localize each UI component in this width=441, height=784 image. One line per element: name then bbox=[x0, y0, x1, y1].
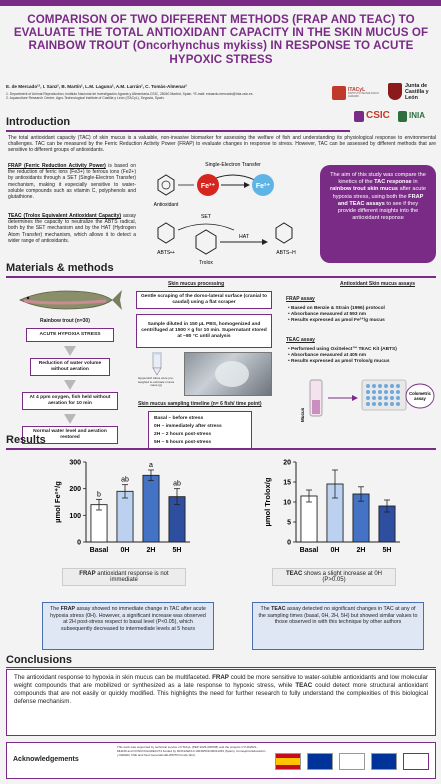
hat-label: HAT bbox=[239, 234, 249, 240]
frap-sig-letter: a bbox=[149, 462, 153, 469]
hat-arrow-head bbox=[262, 239, 268, 245]
trout-tail bbox=[112, 290, 122, 310]
teac-y-tick-label: 5 bbox=[287, 519, 291, 527]
csic-name: CSIC bbox=[366, 110, 390, 121]
eu-flag-logo-1 bbox=[307, 753, 333, 770]
top-accent-bar bbox=[0, 0, 441, 6]
step-arrow-1 bbox=[64, 346, 76, 356]
trout-illustration bbox=[16, 284, 122, 316]
mechanism-diagram bbox=[138, 158, 316, 268]
antioxidant-label: Antioxidant bbox=[153, 202, 179, 208]
antioxidant-ring bbox=[158, 175, 174, 195]
frap-x-tick-label: 0H bbox=[120, 547, 130, 554]
frap-x-tick-label: 2H bbox=[146, 547, 156, 554]
itacyl-logo bbox=[332, 84, 380, 104]
frap-caption-text: antioxidant response is not immediate bbox=[95, 571, 169, 583]
methods-heading: Materials & methods bbox=[6, 262, 114, 274]
affiliation-2: 2. Aquaculture Research Centre, Agro-Technological Institute of Castilla y León (ITACyL), Segovia, Spain. bbox=[6, 96, 165, 101]
trout-label: Rainbow trout (n=30) bbox=[40, 318, 90, 324]
frap-y-tick-label: 0 bbox=[77, 539, 81, 547]
teac-result-caption bbox=[272, 568, 396, 586]
abts-label: ABTS•+ bbox=[157, 250, 175, 256]
frap-assay-bullets bbox=[288, 306, 438, 325]
eppendorf-tube bbox=[150, 352, 164, 376]
step-reduce-water: Reduction of water volume without aeration bbox=[30, 358, 110, 376]
acknowledgements-box bbox=[6, 742, 436, 779]
set-diagram-label: Single-Electron Transfer bbox=[205, 162, 261, 168]
funding-logo bbox=[403, 753, 429, 770]
processing-step-1: Gentle scraping of the dorso-lateral surface (cranial to caudal) using a flat scraper bbox=[136, 291, 272, 309]
teac-caption-text: shows a slight increase at 0H (P>0.05) bbox=[302, 571, 383, 583]
spain-flag-logo bbox=[275, 753, 301, 770]
ministry-logo bbox=[339, 753, 365, 770]
study-aim-box: The aim of this study was compare the kinetics of the TAC response in rainbow trout skin mucus after acute hypoxia stress, using both the FRAP and TEAC assays to see if they provide different insights into the antioxidant response bbox=[320, 165, 436, 263]
photo-glove bbox=[215, 361, 249, 387]
frap-sig-letter: b bbox=[97, 491, 101, 499]
assay-illustration bbox=[300, 374, 436, 434]
results-rule bbox=[6, 448, 436, 450]
frap-assay-title: FRAP assay bbox=[286, 296, 315, 302]
step-restore: Normal water level and aeration restored bbox=[22, 426, 118, 444]
teac-y-tick-label: 0 bbox=[287, 539, 291, 547]
teac-y-tick-label: 15 bbox=[283, 479, 291, 487]
itacyl-sub: INSTITUTO TECNOLÓGICO AGRARIO bbox=[348, 92, 379, 98]
teac-chart bbox=[262, 452, 412, 564]
trout-eye bbox=[27, 297, 29, 299]
conclusions-heading: Conclusions bbox=[6, 654, 73, 666]
frap-description-title: FRAP (Ferric Reduction Activity Power) bbox=[8, 163, 106, 169]
acknowledgements-heading: Acknowledgements bbox=[13, 756, 79, 763]
colorimetric-label: Colometric bbox=[409, 391, 431, 396]
mucus-sampling-photo bbox=[184, 352, 272, 396]
tube-body bbox=[153, 354, 161, 368]
frap-y-tick-label: 300 bbox=[69, 459, 81, 467]
set-label: SET bbox=[200, 214, 212, 220]
frap-sig-letter: ab bbox=[173, 480, 181, 488]
fe2-label: Fe²⁺ bbox=[255, 183, 271, 190]
timeline-2h: 2H – 2 hours post-stress bbox=[154, 432, 212, 437]
affiliations bbox=[6, 92, 316, 101]
timeline-title: Skin mucus sampling timeline (n= 6 fish/ time point) bbox=[138, 401, 262, 407]
inia-logo bbox=[398, 110, 436, 124]
teac-result-box: The TEAC assay detected no significant changes in TAC at any of the sampling times (basal, 0H, 2H, 5H) but showed similar values to those observed in with this technique by other authors bbox=[252, 602, 424, 650]
fe-arrow-head bbox=[244, 182, 250, 188]
mucus-label: Mucus bbox=[300, 407, 305, 422]
frap-bullet-3: • Results expressed as µmol Fe²⁺/g mucus bbox=[288, 318, 438, 324]
inia-name: INIA bbox=[409, 111, 425, 120]
processing-title: Skin mucus processing bbox=[168, 281, 225, 287]
csic-logo bbox=[354, 110, 392, 124]
assays-title: Antioxidant Skin mucus assays bbox=[340, 281, 416, 287]
itacyl-name: ITACyL bbox=[348, 87, 366, 93]
abts-h-label: ABTS–H bbox=[276, 250, 296, 256]
teac-assay-title: TEAC assay bbox=[286, 337, 315, 343]
eu-flag-logo-2 bbox=[371, 753, 397, 770]
step-arrow-3 bbox=[64, 414, 76, 424]
timeline-basal: Basal – before stress bbox=[154, 416, 204, 421]
mucus-sample bbox=[312, 400, 320, 414]
teac-y-tick-label: 10 bbox=[283, 499, 291, 507]
step-hypoxia: ACUTE HYPOXIA STRESS bbox=[26, 328, 114, 342]
teac-assay-bullets bbox=[288, 347, 438, 366]
abts-ring bbox=[158, 223, 174, 243]
tube-note: Eppendorf tubes were pre-weighed to estimate mucus mass (g) bbox=[137, 376, 175, 388]
frap-description-text: is based on the reduction of ferric ions (Fe3+) to ferrous ions (Fe2+) by antioxidants through a SET (Single-Electron Transfer) mechanism, making it especially sensitive to water-soluble compounds such as vitamin C, polyphenols and glutathione. bbox=[8, 163, 136, 201]
trolox-ring bbox=[196, 230, 216, 254]
frap-caption-bold: FRAP bbox=[79, 571, 96, 577]
timeline-box bbox=[148, 411, 252, 449]
assay-arrow-head bbox=[352, 395, 358, 401]
authors: E. de Mercado¹², I. Sanz², B. Martín², L.M. Laguna², A.M. Larrán², C. Tomás-Almenar² bbox=[6, 84, 187, 89]
fe3-label: Fe³⁺ bbox=[200, 183, 216, 190]
teac-y-tick-label: 20 bbox=[283, 459, 291, 467]
frap-bar-0h bbox=[117, 491, 133, 542]
set-arc bbox=[178, 224, 234, 230]
frap-bar-2h bbox=[143, 475, 159, 542]
junta-name: Junta de Castilla y León bbox=[405, 83, 429, 102]
introduction-rule bbox=[6, 130, 350, 132]
step-low-oxygen: At 4 ppm oxygen, fish held without aeration for 10 min bbox=[22, 392, 118, 410]
trout-body bbox=[20, 291, 112, 309]
junta-logo bbox=[388, 80, 438, 106]
frap-result-caption bbox=[62, 568, 186, 586]
frap-chart bbox=[52, 452, 202, 564]
teac-bar-basal bbox=[301, 496, 317, 542]
teac-x-tick-label: 2H bbox=[356, 547, 366, 554]
frap-sig-letter: ab bbox=[121, 476, 129, 484]
teac-caption-bold: TEAC bbox=[285, 571, 303, 577]
teac-x-tick-label: 5H bbox=[382, 547, 392, 554]
trolox-label: Trolox bbox=[199, 260, 213, 266]
frap-y-tick-label: 100 bbox=[69, 512, 81, 520]
conclusions-rule bbox=[6, 667, 436, 668]
frap-description bbox=[8, 163, 136, 200]
frap-x-tick-label: Basal bbox=[89, 547, 109, 554]
step-arrow-2 bbox=[64, 380, 76, 390]
teac-bullet-3: • Results expressed as µmol Trolox/g mucus bbox=[288, 359, 438, 365]
colorimetric-label-2: assay bbox=[414, 396, 426, 401]
tube-tip bbox=[153, 368, 161, 375]
affiliation-1: 1. Department of Animal Reproduction, Instituto Nacional de Investigación Agraria y Alimentaria-CSIC, 28040 Madrid, Spain. *E-mail: eduardo.mercado@inia.csic.es bbox=[6, 92, 253, 96]
frap-bullet-1: • Based on Benzie & Strain (1996) protocol bbox=[288, 306, 438, 312]
tube-cap bbox=[152, 352, 162, 355]
teac-bullet-2: • Absorbance measured at 405 nm bbox=[288, 353, 438, 359]
timeline-0h: 0H – immediately after stress bbox=[154, 424, 222, 429]
introduction-paragraph: The total antioxidant capacity (TAC) of skin mucus is a valuable, non-invasive biomarker for assessing the welfare of fish and understanding its physiological response to environmental challenges. TAC can be measured by the Ferric Reduction Activity Power (FRAP) to evaluate changes in response to stress. However, TAC can be assessed by different methods that are sensitive to different groups of antioxidants. bbox=[8, 135, 436, 154]
acknowledgements-text: This work was supported by technical service of ITACyL (PEP 2025-000538) and the projects CYUD2021-MH049 and CONCI/CGGRECI/74 funded by MCIN/AEI/10.13039/501100011033 (Spain), Consejería Educación y FEDER, FSE and Next GenerationEU/PRTR Funds (EU). bbox=[117, 745, 266, 757]
teac-description bbox=[8, 213, 136, 244]
timeline-list bbox=[154, 415, 222, 447]
methods-rule bbox=[6, 276, 436, 278]
teac-bullet-1: • Performed using OxiSelect™ TEAC Kit (ABTS) bbox=[288, 347, 438, 353]
timeline-5h: 5H – 5 hours post-stress bbox=[154, 440, 212, 445]
frap-y-axis-label: µmol Fe²⁺/g bbox=[53, 481, 62, 523]
frap-result-box: The FRAP assay showed no immediate change in TAC after acute hypoxia stress (0H). However, a significant increase was observed at 2H post-stress respect to basal level (P<0.05), which subsequently decreased to intermediate levels at 5 hours bbox=[42, 602, 214, 650]
antioxidant-ring-inner bbox=[162, 181, 170, 189]
teac-y-axis-label: µmol Trolox/g bbox=[263, 477, 272, 527]
teac-description-text: assay determines the capacity to neutralize the ABTS radical, both by the SET mechanism and by the HAT (Hydrogen Atom Transfer) mechanism, which allows it to detect a wider range of antioxidants. bbox=[8, 213, 137, 244]
introduction-heading: Introduction bbox=[6, 116, 71, 128]
abts-h-ring bbox=[276, 223, 292, 243]
processing-step-2: Sample diluted in 150 µL PBS, homogenized and centrifuged at 1500 × g for 10 min. Supernatant stored at −80 °C until analysis bbox=[136, 314, 272, 348]
results-heading: Results bbox=[6, 434, 46, 446]
frap-bullet-2: • Absorbance measured at 593 nm bbox=[288, 312, 438, 318]
conclusions-text: The antioxidant response to hypoxia in skin mucus can be multifaceted. FRAP could be more sensitive to water-soluble antioxidants and low molecular weight compounds that are mobilized or synthesized as a late response to hypoxic stress, while TEAC could detect more structural antioxidant compounds that are not easily or quickly modified. This highlights the need for further research to fully understand the complexities of this biological defense mechanism. bbox=[6, 669, 436, 736]
frap-x-tick-label: 5H bbox=[172, 547, 182, 554]
frap-y-tick-label: 200 bbox=[69, 486, 81, 494]
teac-x-tick-label: Basal bbox=[299, 547, 319, 554]
teac-x-tick-label: 0H bbox=[330, 547, 340, 554]
poster-title: COMPARISON OF TWO DIFFERENT METHODS (FRAP AND TEAC) TO EVALUATE THE TOTAL ANTIOXIDANT CAPACITY IN THE SKIN MUCUS OF RAINBOW TROUT (Oncorhynchus mykiss) IN RESPONSE TO ACUTE HYPOXIC STRESS bbox=[13, 13, 429, 66]
teac-description-title: TEAC (Trolox Equivalent Antioxidant Capacity) bbox=[8, 213, 122, 219]
